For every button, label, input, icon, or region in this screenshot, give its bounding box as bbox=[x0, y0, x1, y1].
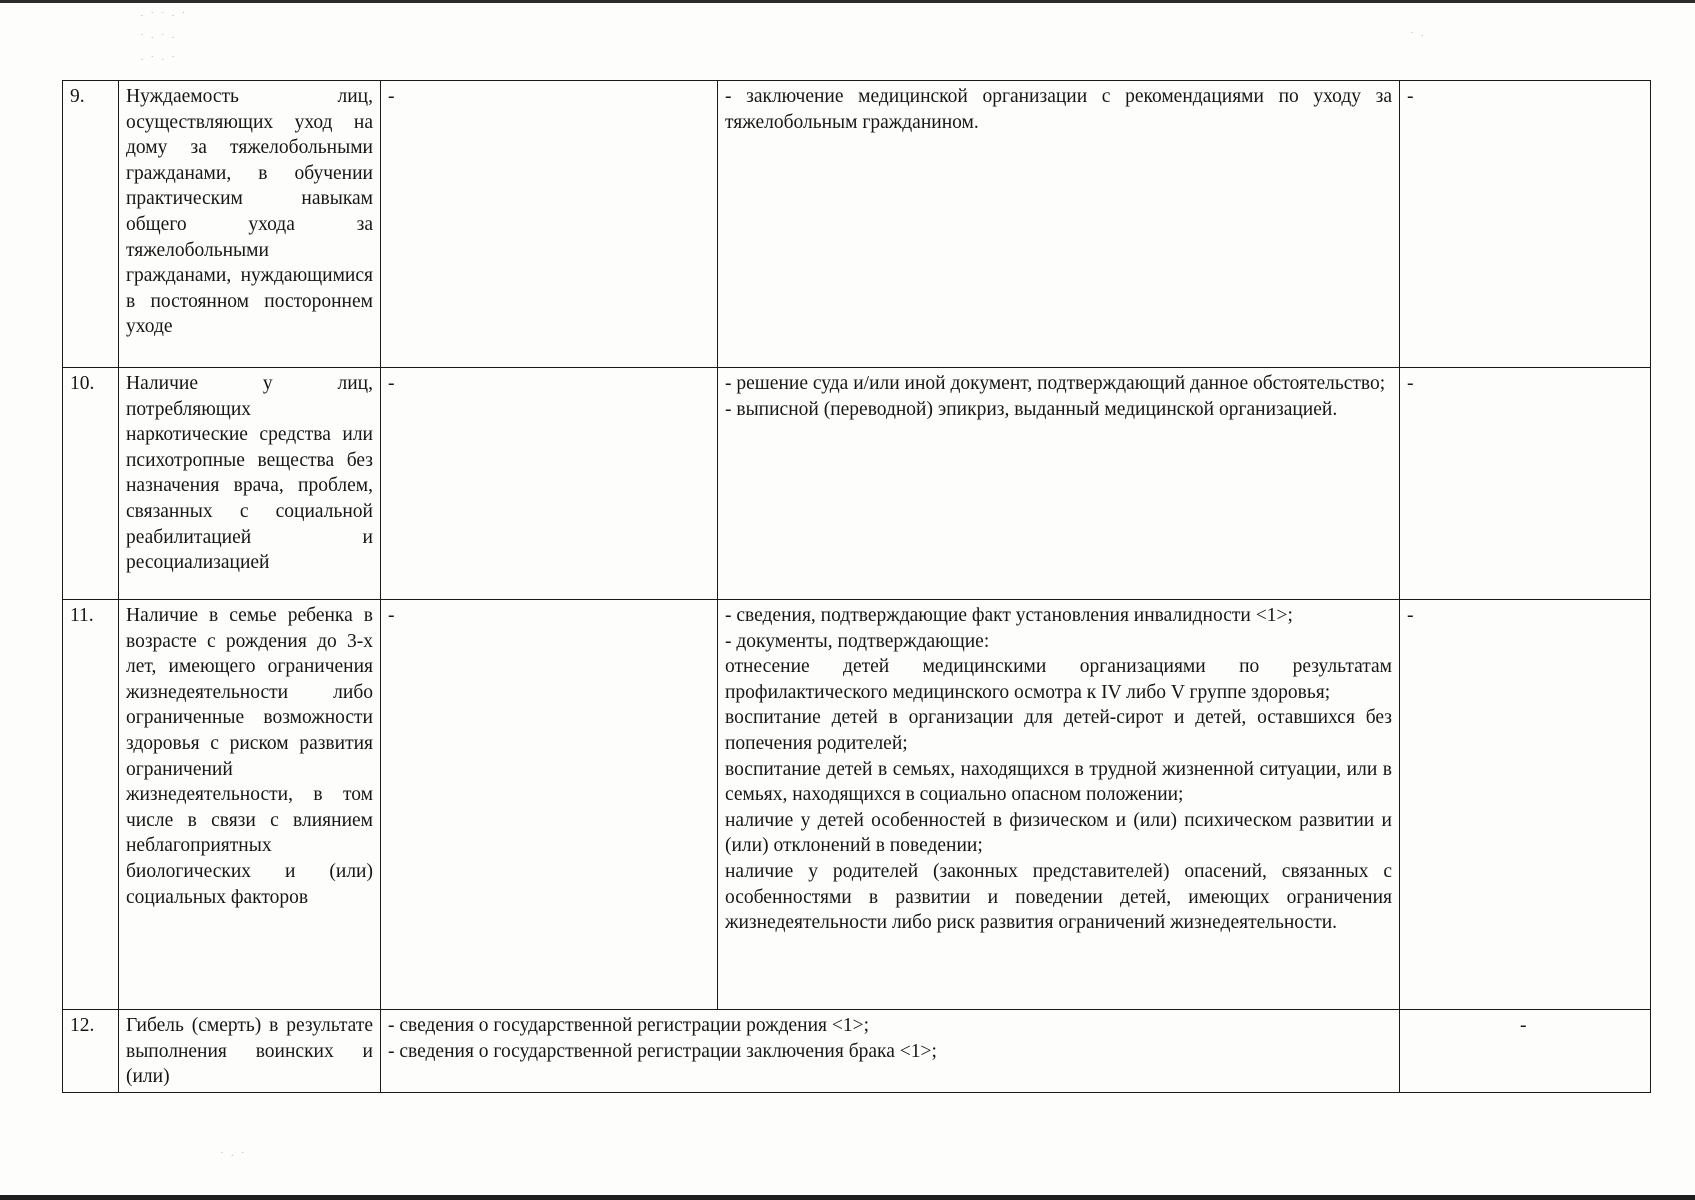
document-line: воспитание детей в семьях, находящихся в трудной жизненной ситуации, или в семьях, находящихся в социально опасном положении; bbox=[725, 758, 1392, 806]
row-title: Наличие у лиц, потребляющих наркотические средства или психотропные вещества без назначения врача, проблем, связанных с социальной реабилитацией и ресоциализацией bbox=[119, 368, 381, 600]
scan-noise: · ˙ · ˙ bbox=[140, 54, 177, 66]
document-line: наличие у детей особенностей в физическом и (или) психическом развитии и (или) отклонений в поведении; bbox=[725, 809, 1392, 857]
scan-bottom-edge bbox=[0, 1195, 1695, 1200]
scan-top-edge bbox=[0, 0, 1695, 3]
row-col5: - bbox=[1400, 1010, 1651, 1093]
scan-noise: ˙ · ˙ · bbox=[140, 32, 177, 44]
row-number: 10. bbox=[63, 368, 119, 600]
row-number: 12. bbox=[63, 1010, 119, 1093]
document-line: - заключение медицинской организации с рекомендациями по уходу за тяжелобольным гражданином. bbox=[725, 86, 1392, 133]
scan-noise: ˙ · bbox=[1410, 30, 1427, 42]
document-line: воспитание детей в организации для детей-сирот и детей, оставшихся без попечения родителей; bbox=[725, 707, 1392, 754]
document-line: - выписной (переводной) эпикриз, выданный медицинской организацией. bbox=[725, 398, 1338, 420]
row-number: 9. bbox=[63, 81, 119, 368]
row-col3: - bbox=[381, 368, 718, 600]
row-documents bbox=[381, 1010, 1400, 1093]
table-row bbox=[63, 600, 1651, 1010]
row-title: Наличие в семье ребенка в возрасте с рождения до 3-х лет, имеющего ограничения жизнедеятельности либо ограниченные возможности здоровья с риском развития ограничений жизнедеятельности, в том числе в связи с влиянием неблагоприятных биологических и (или) социальных факторов bbox=[119, 600, 381, 1010]
document-line: наличие у родителей (законных представителей) опасений, связанных с особенностями в развитии и поведении детей, имеющих ограничения жизнедеятельности либо риск развития ограничений жизнедеятельности. bbox=[725, 860, 1392, 934]
document-line: - сведения о государственной регистрации рождения <1>; bbox=[388, 1015, 870, 1036]
table-row bbox=[63, 81, 1651, 368]
row-documents bbox=[718, 368, 1400, 600]
row-title: Нуждаемость лиц, осуществляющих уход на дому за тяжелобольными гражданами, в обучении практическим навыкам общего ухода за тяжелобольными гражданами, нуждающимися в постоянном постороннем уходе bbox=[119, 81, 381, 368]
row-col3: - bbox=[381, 81, 718, 368]
table-row bbox=[63, 368, 1651, 600]
row-title: Гибель (смерть) в результате выполнения воинских и (или) bbox=[119, 1010, 381, 1093]
table-row bbox=[63, 1010, 1651, 1093]
document-line: - сведения, подтверждающие факт установления инвалидности <1>; bbox=[725, 605, 1293, 626]
scan-noise: · ˙ ˙ · ˙ bbox=[140, 10, 188, 22]
document-line: - сведения о государственной регистрации заключения брака <1>; bbox=[388, 1040, 937, 1062]
row-number: 11. bbox=[63, 600, 119, 1010]
scan-noise: ˙ · ˙ bbox=[220, 1150, 247, 1162]
document-table bbox=[62, 80, 1651, 1093]
row-col5: - bbox=[1400, 600, 1651, 1010]
row-documents bbox=[718, 600, 1400, 1010]
document-line: отнесение детей медицинскими организациями по результатам профилактического медицинского осмотра к IV либо V группе здоровья; bbox=[725, 656, 1392, 703]
row-col5: - bbox=[1400, 368, 1651, 600]
document-line: - решение суда и/или иной документ, подтверждающий данное обстоятельство; bbox=[725, 373, 1386, 394]
row-col3: - bbox=[381, 600, 718, 1010]
row-col5: - bbox=[1400, 81, 1651, 368]
row-documents bbox=[718, 81, 1400, 368]
document-line: - документы, подтверждающие: bbox=[725, 630, 990, 652]
